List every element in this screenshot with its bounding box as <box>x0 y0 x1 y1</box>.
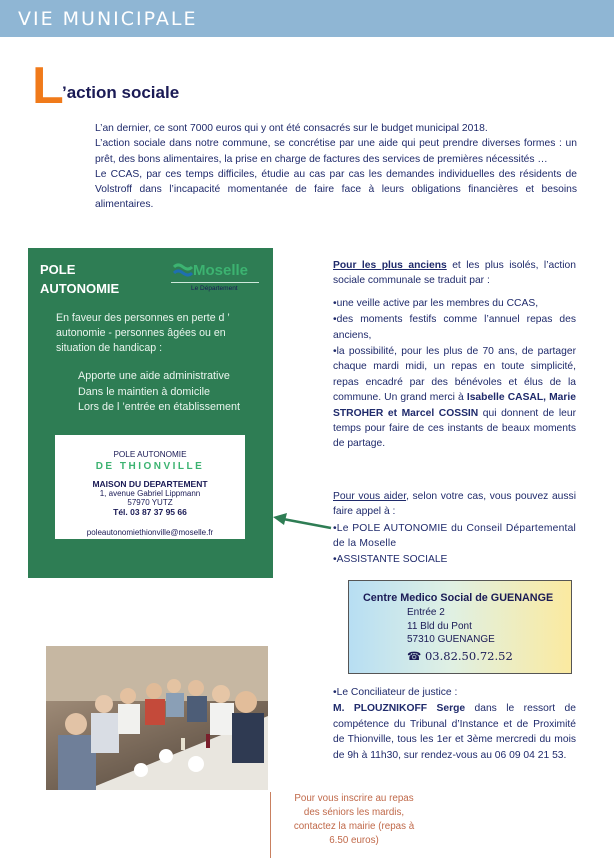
card-line2: DE THIONVILLE <box>95 461 205 472</box>
conciliateur-bullet: •Le Conciliateur de justice : <box>333 687 458 698</box>
seniors-bullet3-end: qui donnent de leur temps pour faire de ces instants de beaux moments de partage. <box>333 407 576 450</box>
intro-p1: L’an dernier, ce sont 7000 euros qui y ont été consacrés sur le budget municipal 2018. <box>95 123 488 134</box>
centre-entry: Entrée 2 <box>407 607 445 618</box>
volunteer-names: Isabelle CASAL, Marie STROHER et Marcel COSSIN <box>333 392 576 419</box>
centre-medico-social-box <box>348 580 572 674</box>
pole-autonomie-panel <box>28 248 273 578</box>
moselle-logo <box>171 260 259 298</box>
card-email-link[interactable]: poleautonomiethionville@moselle.fr <box>86 528 214 537</box>
seniors-bullet1: •une veille active par les membres du CCAS, <box>333 297 539 309</box>
intro-p2: L’action sociale dans notre commune, se concrétise par une aide qui peut prendre diverses formes : un prêt, des bons alimentaires, la prise en charge de factures des services de premières nécessités … <box>95 138 577 165</box>
photo-illustration <box>46 646 268 790</box>
help-bullet1: •Le POLE AUTONOMIE du Conseil Départemental de la Moselle <box>333 522 576 550</box>
conciliateur-text: dans le ressort de compétence du Tribunal d’Instance et de Proximité de Thionville, tous les 1er et 3ème mercredi du mois de 9h à 11h30, sur rendez-vous au 06 09 04 21 53. <box>333 703 576 761</box>
card-address: 1, avenue Gabriel Lippmann <box>99 489 201 498</box>
article-title: ’action sociale <box>62 83 180 102</box>
help-lead-underlined: Pour vous aider <box>333 491 407 502</box>
pole-service-item: Apporte une aide administrative <box>78 370 230 382</box>
pole-description: En faveur des personnes en perte d ’ autonomie - personnes âgées ou en situation de handicap : <box>56 312 230 354</box>
centre-street: 11 Bld du Pont <box>407 621 472 632</box>
seniors-section <box>333 258 576 452</box>
logo-word: Moselle <box>193 262 249 279</box>
card-phone: Tél. 03 87 37 95 66 <box>113 507 187 517</box>
logo-subtitle: Le Département <box>191 285 238 292</box>
caption-line: Pour vous inscrire au repas <box>294 793 414 804</box>
moselle-wave-icon <box>173 262 193 280</box>
pole-service-item: Lors de l ’entrée en établissement <box>78 401 241 413</box>
seniors-lead-underlined: Pour les plus anciens <box>333 260 447 271</box>
pole-title-line2: AUTONOMIE <box>40 281 120 296</box>
card-line1: POLE AUTONOMIE <box>113 450 187 459</box>
photo-caption <box>270 792 427 858</box>
seniors-bullet3-text: •la possibilité, pour les plus de 70 ans, de partager chaque mardi midi, un repas en toute simplicité, repas encadré par des bénévoles et élus de la commune. Un grand merci à <box>333 346 576 404</box>
pole-services-list <box>78 369 240 416</box>
centre-title: Centre Medico Social de GUENANGE <box>363 592 554 604</box>
pole-title-line1: POLE <box>40 262 76 277</box>
conciliateur-name: M. PLOUZNIKOFF Serge <box>333 703 466 715</box>
conciliateur-details <box>333 701 576 763</box>
caption-line: des séniors les mardis, <box>303 807 405 818</box>
centre-phone: ☎ 03.82.50.72.52 <box>407 649 513 663</box>
arrow-left-icon <box>271 512 333 534</box>
seniors-meal-photo <box>46 646 268 790</box>
seniors-bullet3 <box>333 344 576 452</box>
caption-line: contactez la mairie (repas à <box>293 821 415 832</box>
intro-paragraphs <box>95 121 577 213</box>
seniors-lead-rest: et les plus isolés, l’action sociale communale se traduit par : <box>333 260 576 287</box>
centre-city: 57310 GUENANGE <box>407 634 495 645</box>
pole-contact-card <box>55 435 245 539</box>
pole-service-item: Dans le maintien à domicile <box>78 385 211 398</box>
card-postcode: 57970 YUTZ <box>127 498 173 507</box>
help-lead-rest: , selon votre cas, vous pouvez aussi faire appel à : <box>333 491 576 518</box>
seniors-bullet2: •des moments festifs comme l’annuel repas des anciens, <box>333 314 576 341</box>
drop-cap-letter: L <box>32 57 64 115</box>
help-bullet2: •ASSISTANTE SOCIALE <box>333 553 448 565</box>
caption-line: 6.50 euros) <box>329 835 379 846</box>
conciliateur-section <box>333 685 576 763</box>
intro-p3: Le CCAS, par ces temps difficiles, étudie au cas par cas les demandes individuelles des résidents de Volstroff dans l’incapacité momentanée de faire face à leurs obligations financières et besoins alimentaires. <box>95 168 577 211</box>
card-line3: MAISON DU DEPARTEMENT <box>92 479 208 489</box>
logo-divider <box>171 282 259 283</box>
help-lead <box>333 489 576 520</box>
section-title: VIE MUNICIPALE <box>18 8 198 30</box>
help-section <box>333 489 576 567</box>
seniors-lead <box>333 258 576 289</box>
page-header-band <box>0 0 614 37</box>
